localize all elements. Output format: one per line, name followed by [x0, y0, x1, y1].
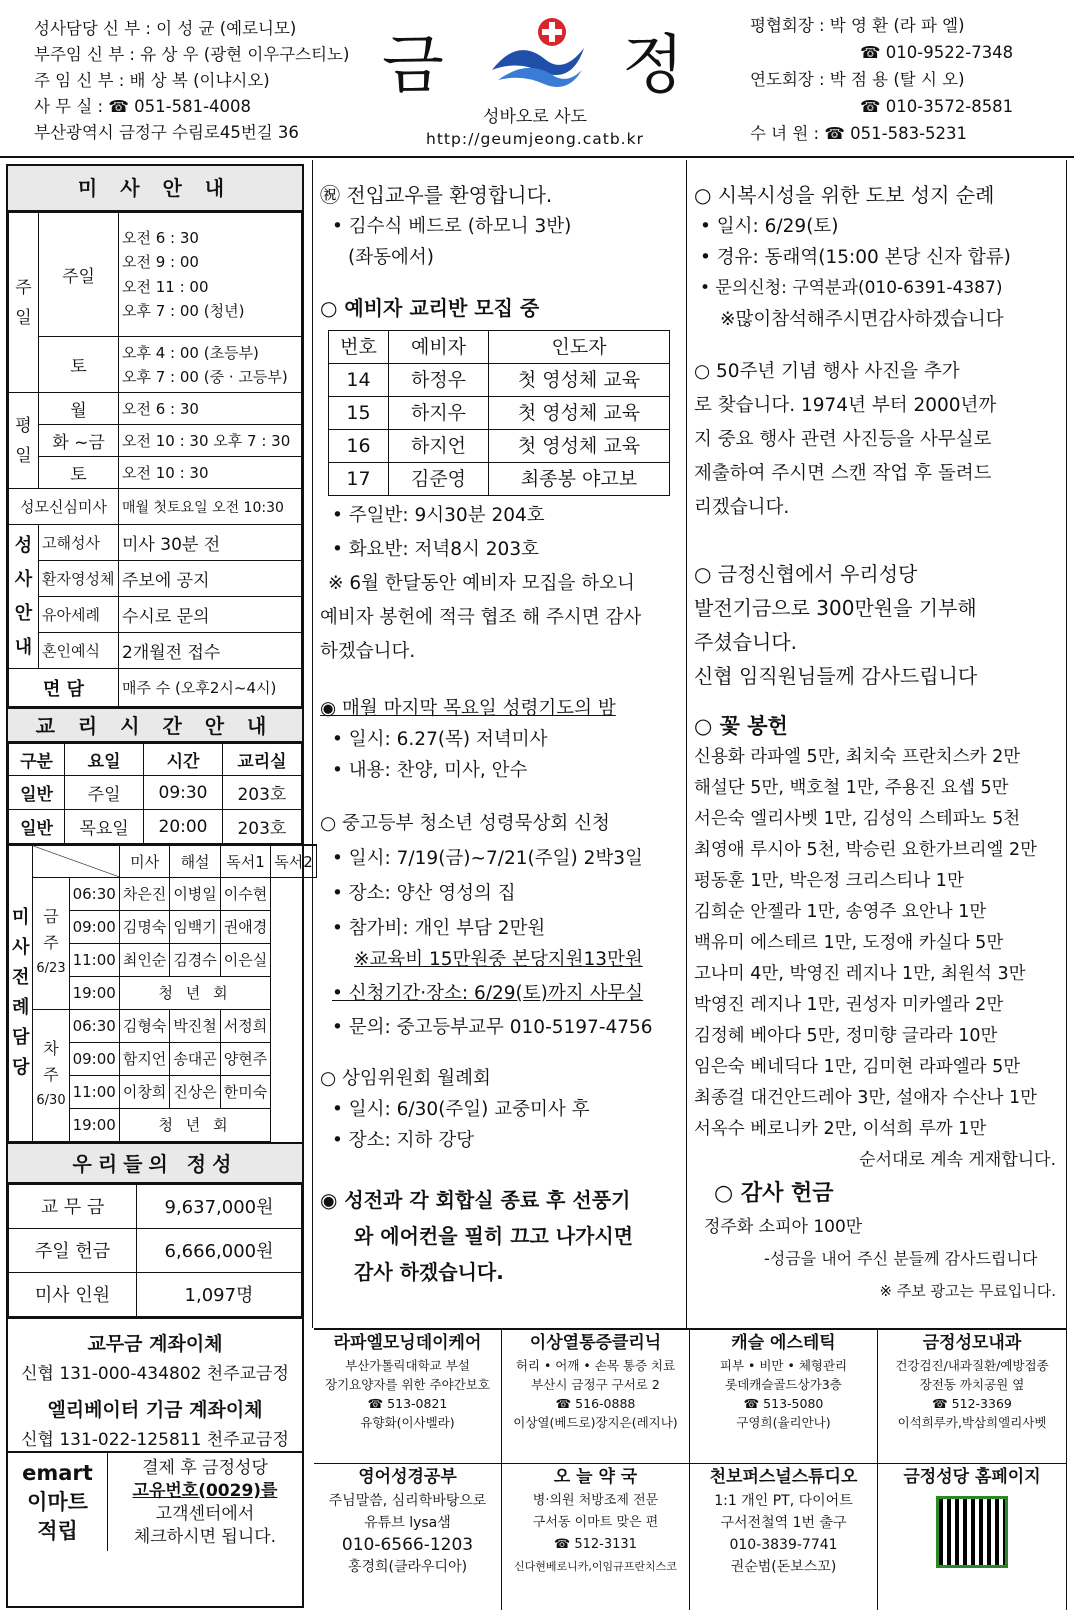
right-column — [694, 180, 1056, 1307]
col-header: 미사 — [119, 845, 169, 877]
text-line: • 일시: 6.27(목) 저녁미사 — [332, 729, 548, 750]
cell: 권애경 — [220, 910, 270, 943]
sacrament-name: 환자영성체 — [39, 561, 119, 597]
donor-list — [694, 742, 1056, 1145]
donor-line: 서옥수 베로니카 2만, 이석희 루까 1만 — [694, 1119, 987, 1139]
donor-line: 김희순 안젤라 1만, 송영주 요안나 1만 — [694, 902, 987, 922]
text-line: 리겠습니다. — [694, 497, 790, 518]
cell: 19:00 — [69, 1108, 119, 1141]
cell: 주일 헌금 — [9, 1228, 137, 1272]
liturgy-roster-table — [8, 844, 317, 1142]
col-header: 번호 — [329, 331, 389, 364]
sacrament-name: 고해성사 — [39, 525, 119, 561]
time: 오전 11 : 00 — [122, 277, 209, 296]
text-line: (좌동에서) — [348, 247, 434, 268]
day-label: 월 — [39, 393, 119, 425]
emart-text: 고유번호(0029)를 — [132, 1480, 278, 1501]
cell: 16 — [329, 430, 389, 463]
emart-box — [8, 1451, 302, 1551]
col-header: 해설 — [170, 845, 220, 877]
cell: 이병일 — [170, 877, 220, 910]
header-line: 수 녀 원 : ☎ 051-583-5231 — [750, 124, 968, 143]
mass-schedule-table — [8, 212, 302, 707]
text-line: • 일시: 6/30(주일) 교중미사 후 — [332, 1099, 590, 1120]
homepage-link[interactable]: http://geumjeong.catb.kr — [426, 130, 644, 148]
recruit-heading: ○ 예비자 교리반 모집 중 — [320, 296, 540, 320]
ad-line: ☎ 513-0821 — [367, 1396, 448, 1411]
text-line: • 화요반: 저녁8시 203호 — [332, 539, 539, 560]
ad-box — [502, 1464, 690, 1610]
cell: 15 — [329, 397, 389, 430]
title-char: 정 — [622, 29, 684, 103]
group-label: 미 사 전 례 담 당 — [9, 845, 33, 1141]
cell: 김준영 — [389, 463, 489, 496]
ad-box — [314, 1330, 502, 1464]
text-line: 예비자 봉헌에 적극 협조 해 주시면 감사 — [320, 607, 642, 628]
qr-code-icon[interactable] — [936, 1496, 1008, 1568]
ad-title: 천보퍼스널스튜디오 — [709, 1467, 858, 1487]
cell: 진상은 — [170, 1075, 220, 1108]
ad-line: ☎ 512-3131 — [554, 1537, 637, 1552]
ad-line: 구서동 이마트 맞은 편 — [532, 1515, 659, 1530]
col-header: 독서1 — [220, 845, 270, 877]
cell: 목요일 — [65, 810, 144, 844]
donor-line: 백유미 에스테르 1만, 도정애 카실다 5만 — [694, 933, 1004, 953]
ads-section — [314, 1328, 1066, 1610]
header-line: 성사담당 신 부 : 이 성 균 (예로니모) — [34, 19, 297, 38]
sacrament-name: 혼인예식 — [39, 633, 119, 669]
cell: 청 년 회 — [119, 976, 270, 1009]
ad-line: 권순범(돈보스꼬) — [730, 1559, 837, 1575]
ad-line: 신다현베로니카,이임규프란치스코 — [514, 1560, 677, 1573]
parish-name: 성바오로 사도 — [483, 107, 587, 127]
text-line: • 신청기간·장소: 6/29(토)까지 사무실 — [332, 983, 644, 1004]
text-line: 주셨습니다. — [694, 630, 797, 654]
cell: 첫 영성체 교육 — [489, 397, 670, 430]
text-line: 순서대로 계속 게재합니다. — [859, 1150, 1056, 1170]
ad-box — [314, 1464, 502, 1610]
time: 오후 4 : 00 (초등부) — [122, 343, 259, 362]
sacrament-info: 수시로 문의 — [119, 597, 302, 633]
ad-line: 010-6566-1203 — [341, 1535, 474, 1555]
day-label: 토 — [39, 337, 119, 393]
cell: 하지언 — [389, 430, 489, 463]
week-date: 6/30 — [36, 1093, 66, 1108]
time: 매주 수 (오후2시~4시) — [119, 669, 302, 707]
ad-line: 유향화(이사벨라) — [360, 1415, 455, 1430]
ad-line: 병·의원 처방조제 전문 — [532, 1493, 659, 1508]
ad-box — [690, 1464, 878, 1610]
cell: 송대곤 — [170, 1042, 220, 1075]
sacrament-info: 2개월전 접수 — [119, 633, 302, 669]
text-line: ※많이참석해주시면감사하겠습니다 — [720, 309, 1004, 330]
text-line: • 일시: 7/19(금)~7/21(주일) 2박3일 — [332, 848, 643, 869]
notice-line: ◉ 성전과 각 회합실 종료 후 선풍기 — [320, 1188, 631, 1212]
time: 오전 10 : 30 오후 7 : 30 — [119, 425, 302, 457]
masthead — [370, 8, 700, 158]
text-line: ○ 50주년 기념 행사 사진을 추가 — [694, 361, 960, 382]
text-line: • 경유: 동래역(15:00 본당 신자 합류) — [700, 247, 1011, 268]
day-label: 토 — [39, 457, 119, 489]
sacrament-info: 미사 30분 전 — [119, 525, 302, 561]
notice-line: 감사 하겠습니다. — [354, 1260, 504, 1284]
left-column — [6, 164, 313, 1608]
day-label: 화 ~금 — [39, 425, 119, 457]
time: 오전 10 : 30 — [119, 457, 302, 489]
cell: 이창희 — [119, 1075, 169, 1108]
header-line: 연도회장 : 박 점 용 (탈 시 오) — [750, 70, 965, 89]
cell: 첫 영성체 교육 — [489, 364, 670, 397]
clergy-info — [34, 16, 349, 146]
account-title: 엘리베이터 기금 계좌이체 — [47, 1398, 263, 1421]
text-line: 로 찾습니다. 1974년 부터 2000년까 — [694, 395, 997, 416]
text-line: • 문의: 중고등부교무 010-5197-4756 — [332, 1017, 653, 1038]
ad-line: 주님말씀, 심리학바탕으로 — [328, 1493, 487, 1509]
text-line: ※ 6월 한달동안 예비자 모집을 하오니 — [328, 573, 635, 594]
account-box — [8, 1317, 302, 1451]
ad-line: 홍경희(클라우디아) — [347, 1559, 468, 1575]
group-label: 평 일 — [9, 393, 39, 489]
cell: 최인순 — [119, 943, 169, 976]
cell: 양현주 — [220, 1042, 270, 1075]
divider — [686, 160, 687, 1328]
ad-line: ☎ 512-3369 — [932, 1396, 1012, 1411]
cell: 첫 영성체 교육 — [489, 430, 670, 463]
event-heading: ○ 중고등부 청소년 성령묵상회 신청 — [320, 813, 610, 834]
donor-line: 박영진 레지나 1만, 권성자 미카엘라 2만 — [694, 995, 1004, 1015]
ad-title: 라파엘모닝데이케어 — [333, 1333, 482, 1353]
group-label: 성 사 안 내 — [9, 525, 39, 669]
text-line: 신협 임직원님들께 감사드립니다 — [694, 664, 978, 688]
ad-line: 구서전철역 1번 출구 — [720, 1515, 847, 1531]
donor-line: 서은숙 엘리사벳 1만, 김성익 스테파노 5천 — [694, 809, 1021, 829]
title-char: 금 — [382, 29, 444, 103]
cell: 하정우 — [389, 364, 489, 397]
thanks-heading: ○ 감사 헌금 — [714, 1181, 834, 1206]
emart-text: 고객센터에서 — [155, 1503, 255, 1524]
emart-logo-text: 적립 — [37, 1518, 78, 1543]
time: 오전 6 : 30 — [122, 228, 199, 247]
ad-box — [502, 1330, 690, 1464]
cell: 이수현 — [220, 877, 270, 910]
col-header: 인도자 — [489, 331, 670, 364]
col-header: 요일 — [65, 744, 144, 776]
week-date: 6/23 — [36, 961, 66, 976]
cell: 김명숙 — [119, 910, 169, 943]
ad-line: 유튜브 lysa샘 — [364, 1515, 451, 1531]
catechumen-table — [328, 330, 670, 496]
cell: 주일 — [65, 776, 144, 810]
cell: 09:30 — [144, 776, 223, 810]
event-heading: ◉ 매월 마지막 목요일 성령기도의 밤 — [320, 698, 616, 719]
week-label: 차 주 — [43, 1039, 59, 1084]
ad-line: 피부 • 비만 • 체형관리 — [719, 1358, 848, 1373]
col-header: 예비자 — [389, 331, 489, 364]
time: 오후 7 : 00 (중 · 고등부) — [122, 367, 288, 386]
header-line: 부주임 신 부 : 유 상 우 (광현 이우구스티노) — [34, 45, 350, 64]
notice-line: 와 에어컨을 필히 끄고 나가시면 — [354, 1224, 634, 1248]
offering-table — [8, 1184, 302, 1317]
sacrament-info: 주보에 공지 — [119, 561, 302, 597]
header-line: 평협회장 : 박 영 환 (라 파 엘) — [750, 16, 965, 35]
text-line: • 문의신청: 구역분과(010-6391-4387) — [700, 278, 1003, 298]
ad-line: 구영희(율리안나) — [736, 1415, 831, 1430]
parish-logo-icon — [488, 14, 588, 94]
cell: 함지언 — [119, 1042, 169, 1075]
text-line: • 김수식 베드로 (하모니 3반) — [332, 216, 572, 237]
text-line: • 장소: 지하 강당 — [332, 1130, 475, 1151]
week-label: 금 주 — [43, 907, 59, 952]
meeting-label: 면 담 — [9, 669, 119, 707]
donor-line: 김정혜 베아다 5만, 정미향 글라라 10만 — [694, 1026, 998, 1046]
cell: 김형숙 — [119, 1009, 169, 1042]
ad-box — [878, 1464, 1066, 1610]
cell: 한미숙 — [220, 1075, 270, 1108]
donor-line: 해설단 5만, 백호철 1만, 주용진 요셉 5만 — [694, 778, 1009, 798]
text-line: -성금을 내어 주신 분들께 감사드립니다 — [764, 1249, 1038, 1268]
ad-line: 이석희루카,박삼희엘리사벳 — [897, 1415, 1047, 1430]
day-label: 주일 — [39, 213, 119, 337]
donor-line: 펑동훈 1만, 박은정 크리스티나 1만 — [694, 871, 964, 891]
cell: 교 무 금 — [9, 1184, 137, 1228]
cell: 203호 — [222, 810, 301, 844]
emart-logo-text: 이마트 — [27, 1489, 88, 1514]
time: 오전 9 : 00 — [122, 253, 199, 271]
cell: 차은진 — [119, 877, 169, 910]
account-title: 교무금 계좌이체 — [87, 1332, 223, 1355]
cell: 일반 — [9, 776, 65, 810]
ad-box — [690, 1330, 878, 1464]
ad-title: 오 늘 약 국 — [553, 1467, 638, 1487]
event-heading: ○ 시복시성을 위한 도보 성지 순례 — [694, 183, 995, 207]
text-line: 제출하여 주시면 스캔 작업 후 돌려드 — [694, 463, 992, 484]
text-line: • 주일반: 9시30분 204호 — [332, 505, 545, 526]
cell: 203호 — [222, 776, 301, 810]
cell: 이은실 — [220, 943, 270, 976]
ad-line: 장기요양자를 위한 주야간보호 — [325, 1377, 490, 1392]
cell: 최종봉 야고보 — [489, 463, 670, 496]
time: 매월 첫토요일 오전 10:30 — [119, 489, 302, 525]
cell: 11:00 — [69, 943, 119, 976]
donor-line: 최종걸 대건안드레아 3만, 설애자 수산나 1만 — [694, 1088, 1038, 1108]
ad-title: 캐슬 에스테틱 — [731, 1333, 836, 1353]
text-line: ※교육비 15만원중 본당지원13만원 — [354, 949, 643, 970]
ad-line: 허리 • 어깨 • 손목 통증 치료 — [515, 1358, 676, 1373]
header-line: 부산광역시 금정구 수림로45번길 36 — [34, 123, 299, 142]
special-mass-label: 성모신심미사 — [9, 489, 119, 525]
account-number: 신협 131-022-125811 천주교금정 — [21, 1429, 289, 1450]
ad-title: 영어성경공부 — [358, 1467, 457, 1487]
ad-line: 장전동 까치공원 옆 — [919, 1377, 1025, 1392]
cell: 김경수 — [170, 943, 220, 976]
catechism-title: 교 리 시 간 안 내 — [8, 707, 302, 743]
text-line: 하겠습니다. — [320, 641, 416, 662]
ad-box — [878, 1330, 1066, 1464]
sacrament-name: 유아세례 — [39, 597, 119, 633]
cell: 11:00 — [69, 1075, 119, 1108]
ad-line: 부산시 금정구 구서로 2 — [531, 1377, 660, 1392]
phone: ☎ 010-9522-7348 — [860, 43, 1014, 62]
cell: 06:30 — [69, 877, 119, 910]
emart-text: 결제 후 금정성당 — [142, 1457, 268, 1478]
text-line: 정주화 소피아 100만 — [704, 1217, 863, 1237]
header-line: 주 임 신 부 : 배 상 복 (이냐시오) — [34, 71, 270, 90]
council-info — [750, 12, 1013, 147]
ad-line: ☎ 513-5080 — [743, 1396, 824, 1411]
cell: 일반 — [9, 810, 65, 844]
emart-text: 체크하시면 됩니다. — [133, 1526, 277, 1547]
cell: 임백기 — [170, 910, 220, 943]
phone: ☎ 010-3572-8581 — [860, 97, 1014, 116]
cell: 17 — [329, 463, 389, 496]
time: 오후 7 : 00 (청년) — [122, 302, 245, 320]
donor-line: 고나미 4만, 박영진 레지나 1만, 최원석 3만 — [694, 964, 1026, 984]
cell: 06:30 — [69, 1009, 119, 1042]
ad-line: ☎ 516-0888 — [555, 1396, 636, 1411]
cell: 하지우 — [389, 397, 489, 430]
ad-title: 이상열통증클리닉 — [529, 1333, 662, 1353]
donor-line: 신용화 라파엘 5만, 최치숙 프란치스카 2만 — [694, 747, 1021, 767]
catechism-table — [8, 743, 302, 844]
time: 오전 6 : 30 — [119, 393, 302, 425]
cell: 9,637,000원 — [137, 1184, 302, 1228]
text-line: • 참가비: 개인 부담 2만원 — [332, 918, 546, 939]
welcome-heading: ㊗ 전입교우를 환영합니다. — [320, 183, 553, 207]
corner-cell — [33, 845, 119, 877]
text-line: 지 중요 행사 관련 사진등을 사무실로 — [694, 429, 992, 450]
text-line: • 내용: 찬양, 미사, 안수 — [332, 760, 528, 781]
ad-title: 금정성당 홈페이지 — [903, 1467, 1041, 1487]
ad-line: 이상열(베드로)장지은(레지나) — [513, 1415, 678, 1430]
cell: 09:00 — [69, 1042, 119, 1075]
emart-logo-text: emart — [22, 1460, 93, 1485]
event-heading: ○ 상임위원회 월례회 — [320, 1068, 491, 1089]
ad-title: 금정성모내과 — [922, 1333, 1022, 1353]
ad-line: 건강검진/내과질환/예방접종 — [895, 1358, 1049, 1373]
cell: 6,666,000원 — [137, 1228, 302, 1272]
text-line: • 일시: 6/29(토) — [700, 216, 839, 237]
group-label: 주 일 — [9, 213, 39, 393]
cell: 청 년 회 — [119, 1108, 270, 1141]
ad-line: 1:1 개인 PT, 다이어트 — [714, 1493, 853, 1509]
ad-line: 부산가톨릭대학교 부설 — [345, 1358, 470, 1373]
ad-line: 롯데캐슬골드상가3층 — [725, 1377, 842, 1392]
cell: 박진철 — [170, 1009, 220, 1042]
text-line: • 장소: 양산 영성의 집 — [332, 883, 516, 904]
donor-line: 최영애 루시아 5천, 박승린 요한가브리엘 2만 — [694, 840, 1038, 860]
cell: 서정희 — [220, 1009, 270, 1042]
col-header: 교리실 — [222, 744, 301, 776]
offering-title: 우리들의 정성 — [8, 1142, 302, 1184]
text-line: ※ 주보 광고는 무료입니다. — [879, 1282, 1056, 1300]
account-number: 신협 131-000-434802 천주교금정 — [21, 1363, 289, 1384]
donor-line: 임은숙 베네딕다 1만, 김미현 라파엘라 5만 — [694, 1057, 1021, 1077]
text-line: ○ 금정신협에서 우리성당 — [694, 562, 918, 586]
cell: 14 — [329, 364, 389, 397]
cell: 20:00 — [144, 810, 223, 844]
col-header: 구분 — [9, 744, 65, 776]
mass-schedule-title: 미 사 안 내 — [8, 166, 302, 212]
divider — [312, 160, 313, 1328]
flower-heading: ○ 꽃 봉헌 — [694, 714, 788, 738]
cell: 1,097명 — [137, 1272, 302, 1316]
header-line: 사 무 실 : ☎ 051-581-4008 — [34, 97, 252, 116]
col-header: 독서2 — [271, 845, 317, 877]
middle-column — [320, 180, 680, 1290]
cell: 19:00 — [69, 976, 119, 1009]
cell: 09:00 — [69, 910, 119, 943]
text-line: 발전기금으로 300만원을 기부해 — [694, 596, 977, 620]
divider — [1066, 160, 1067, 1610]
ad-line: 010-3839-7741 — [729, 1537, 838, 1553]
cell: 미사 인원 — [9, 1272, 137, 1316]
col-header: 시간 — [144, 744, 223, 776]
header — [0, 0, 1074, 158]
